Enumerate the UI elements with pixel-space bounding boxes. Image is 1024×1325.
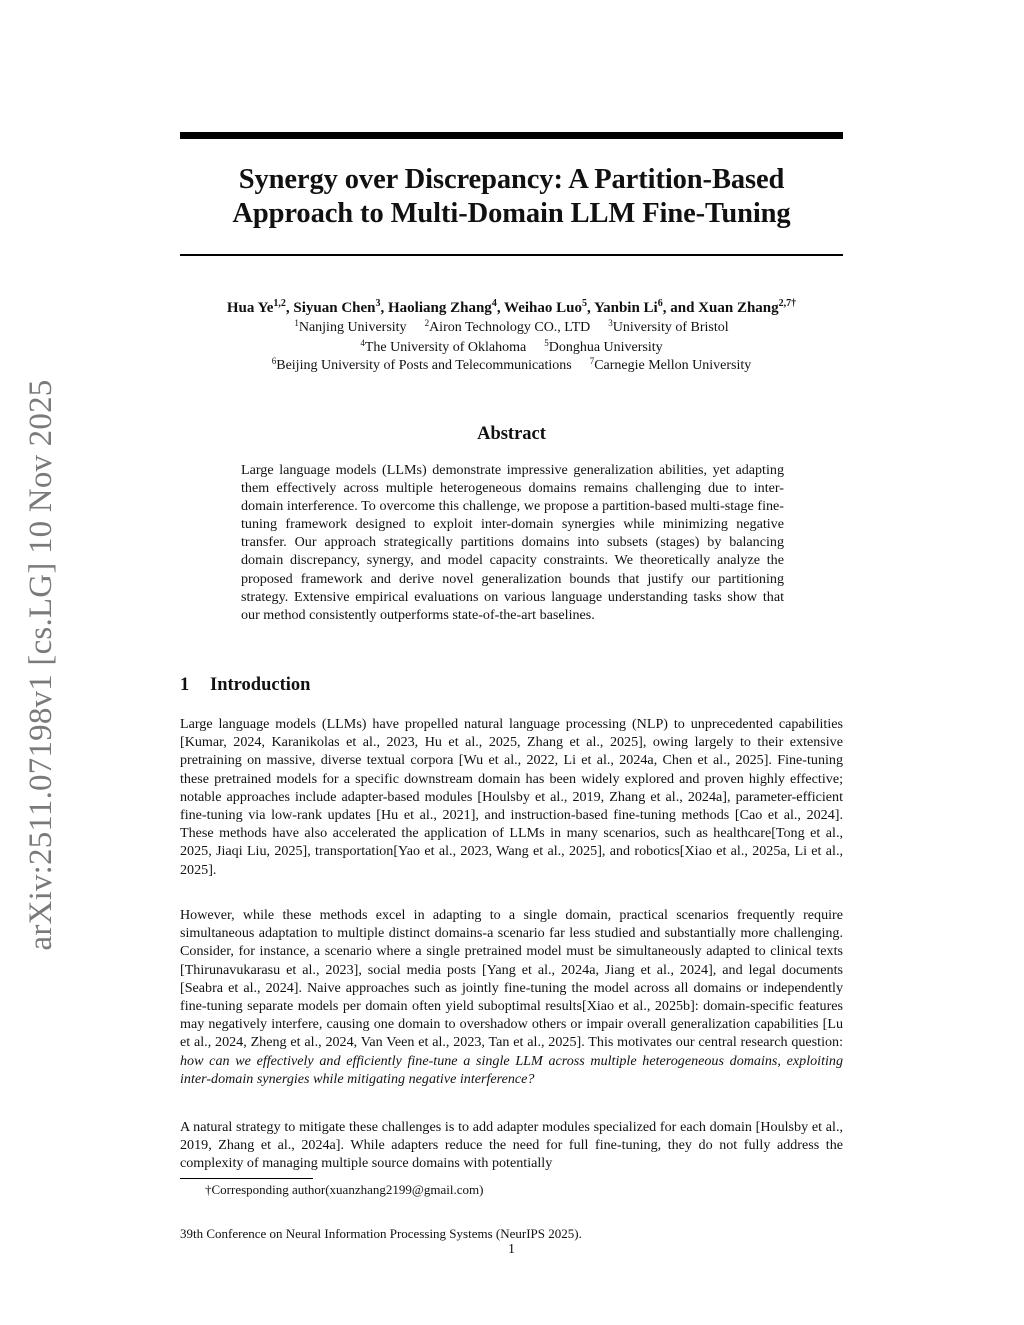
page-number: 1 xyxy=(508,1242,515,1257)
research-question: how can we effectively and efficiently fine-tune a single LLM across multiple heterogeneous domains, exploiting inter-domain synergies while mitigating negative interference? xyxy=(180,1052,843,1087)
section-heading-introduction xyxy=(180,674,310,696)
author: Hua Ye$^{1,2}$ xyxy=(226,298,286,316)
footnote-rule xyxy=(180,1178,313,1179)
affiliations-line-1 xyxy=(150,319,873,337)
affiliation: $^1$Nanjing University xyxy=(294,318,407,335)
arxiv-identifier-stamp: arXiv:2511.07198v1 [cs.LG] 10 Nov 2025 xyxy=(23,379,59,951)
section-number: 1 xyxy=(180,675,190,695)
affiliation: $^4$The University of Oklahoma xyxy=(360,338,527,355)
affiliation: $^2$Airon Technology CO., LTD xyxy=(424,318,591,335)
affiliation: $^3$University of Bristol xyxy=(608,318,729,335)
paragraph-text: However, while these methods excel in adapting to a single domain, practical scenarios frequently require simultaneous adaptation to multiple distinct domains-a scenario far less studied and substantially more challenging. Consider, for instance, a scenario where a single pretrained model must be simultaneously adapted to clinical texts [Thirunavukarasu et al., 2023], social media posts [Yang et al., 2024a, Jiang et al., 2024], and legal documents [Seabra et al., 2024]. Naive approaches such as jointly fine-tuning the model across all domains or independently fine-tuning separate models per domain often yield suboptimal results[Xiao et al., 2025b]: domain-specific features may negatively interfere, causing one domain to overshadow others or impair overall generalization capabilities [Lu et al., 2024, Zheng et al., 2024, Van Veen et al., 2023, Tan et al., 2025]. This motivates our central research question: xyxy=(180,907,843,1051)
affiliations-line-3 xyxy=(150,357,873,375)
corresponding-author-footnote: †Corresponding author(xuanzhang2199@gmail.com) xyxy=(205,1182,484,1197)
title-line-2: Approach to Multi-Domain LLM Fine-Tuning xyxy=(232,198,791,229)
author-list: Hua Ye$^{1,2}$, Siyuan Chen$^3$, Haoliang Zhang$^4$, Weihao Luo$^5$, Yanbin Li$^6$, and Xuan Zhang$^{2,7\dagger}$ xyxy=(226,298,797,316)
intro-paragraph-1: Large language models (LLMs) have propelled natural language processing (NLP) to unprecedented capabilities [Kumar, 2024, Karanikolas et al., 2023, Hu et al., 2025, Zhang et al., 2025], owing largely to their extensive pretraining on massive, diverse textual corpora [Wu et al., 2022, Li et al., 2024a, Chen et al., 2025]. Fine-tuning these pretrained models for a specific downstream domain has been widely explored and proven highly effective; notable approaches include adapter-based modules [Houlsby et al., 2019, Zhang et al., 2024a], parameter-efficient fine-tuning via low-rank updates [Hu et al., 2021], and instruction-based fine-tuning methods [Cao et al., 2024]. These methods have also accelerated the application of LLMs in many scenarios, such as healthcare[Tong et al., 2025, Jiaqi Liu, 2025], transportation[Yao et al., 2023, Wang et al., 2025], and robotics[Xiao et al., 2025a, Li et al., 2025]. xyxy=(180,716,843,878)
abstract-heading: Abstract xyxy=(477,424,546,444)
affiliation: $^5$Donghua University xyxy=(544,338,663,355)
title-line-1: Synergy over Discrepancy: A Partition-Based xyxy=(238,164,785,195)
author: Haoliang Zhang$^4$ xyxy=(388,298,497,316)
title-bottom-rule xyxy=(180,254,843,256)
intro-paragraph-3: A natural strategy to mitigate these challenges is to add adapter modules specialized for each domain [Houlsby et al., 2019, Zhang et al., 2024a]. While adapters reduce the need for full fine-tuning, they do not fully address the complexity of managing multiple source domains with potentially xyxy=(180,1119,843,1172)
abstract-text: Large language models (LLMs) demonstrate impressive generalization abilities, yet adapting them effectively across multiple heterogeneous domains remains challenging due to inter-domain interference. To overcome this challenge, we propose a partition-based multi-stage fine-tuning framework designed to exploit inter-domain synergies while minimizing negative transfer. Our approach strategically partitions domains into subsets (stages) by balancing domain discrepancy, synergy, and model capacity constraints. We theoretically analyze the proposed framework and derive novel generalization bounds that justify our partitioning strategy. Extensive empirical evaluations on various language understanding tasks show that our method consistently outperforms state-of-the-art baselines. xyxy=(241,462,784,623)
author: Yanbin Li$^6$ xyxy=(593,298,663,316)
author: Weihao Luo$^5$ xyxy=(504,298,587,316)
title-top-rule xyxy=(180,132,843,139)
paper-title xyxy=(180,163,843,231)
intro-paragraph-2 xyxy=(180,906,843,1088)
section-title: Introduction xyxy=(210,675,311,695)
author: Siyuan Chen$^3$ xyxy=(293,298,381,316)
affiliations-line-2 xyxy=(150,339,873,357)
conference-venue: 39th Conference on Neural Information Processing Systems (NeurIPS 2025). xyxy=(180,1226,582,1241)
affiliation: $^6$Beijing University of Posts and Telecommunications xyxy=(271,356,572,373)
author: Xuan Zhang$^{2,7\dagger}$ xyxy=(698,298,797,316)
affiliation: $^7$Carnegie Mellon University xyxy=(589,356,752,373)
